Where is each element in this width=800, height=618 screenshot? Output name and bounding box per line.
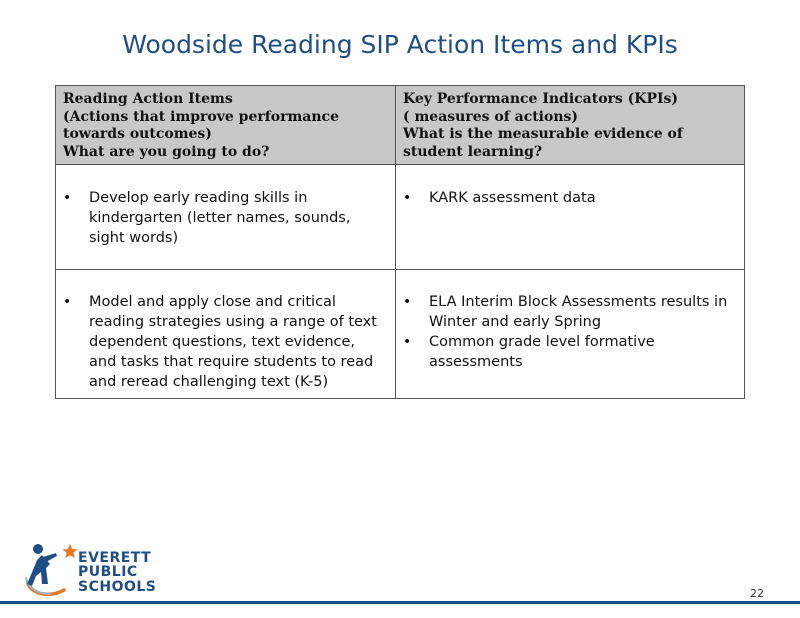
bullet-icon: • (63, 190, 72, 206)
kpi-list (403, 292, 734, 372)
person-with-star-icon (24, 540, 80, 600)
action-list (63, 292, 385, 392)
header-line: Reading Action Items (63, 91, 233, 107)
action-list (63, 188, 385, 248)
header-reading-action-items (56, 86, 396, 165)
logo-text-line: PUBLIC (78, 564, 138, 580)
list-item (63, 292, 385, 392)
header-line: ( measures of actions) (403, 108, 579, 125)
page-number: 22 (750, 587, 764, 600)
logo-text-line: SCHOOLS (78, 579, 157, 595)
table-row (56, 270, 745, 399)
list-item-text: Develop early reading skills in kindergarten (letter names, sounds, sight words) (89, 190, 351, 246)
header-line: towards outcomes) (63, 126, 212, 142)
bullet-icon: • (403, 294, 412, 310)
action-cell (56, 165, 396, 270)
list-item-text: KARK assessment data (429, 190, 596, 206)
sip-table (55, 85, 745, 399)
kpi-list (403, 188, 734, 208)
header-line: (Actions that improve performance (63, 108, 339, 125)
kpi-cell (396, 270, 745, 399)
list-item-text: ELA Interim Block Assessments results in Winter and early Spring (429, 294, 728, 330)
header-line: Key Performance Indicators (KPIs) (403, 91, 679, 107)
table-header-row (56, 86, 745, 165)
list-item (403, 332, 734, 372)
header-kpis (396, 86, 745, 165)
action-cell (56, 270, 396, 399)
bullet-icon: • (403, 334, 412, 350)
list-item (403, 292, 734, 332)
list-item (63, 188, 385, 248)
kpi-cell (396, 165, 745, 270)
list-item-text: Common grade level formative assessments (429, 334, 655, 370)
list-item (403, 188, 734, 208)
everett-public-schools-logo (24, 540, 174, 600)
header-line: student learning? (403, 143, 543, 160)
footer-divider (0, 601, 800, 604)
table-row (56, 165, 745, 270)
header-line: What is the measurable evidence of (403, 126, 683, 142)
header-line: What are you going to do? (63, 143, 270, 160)
logo-text-line: EVERETT (78, 550, 152, 566)
slide-title: Woodside Reading SIP Action Items and KPIs (122, 30, 678, 59)
list-item-text: Model and apply close and critical reading strategies using a range of text dependent questions, text evidence, and tasks that require students to read and reread challenging text (K-5) (89, 294, 377, 390)
bullet-icon: • (403, 190, 412, 206)
bullet-icon: • (63, 294, 72, 310)
